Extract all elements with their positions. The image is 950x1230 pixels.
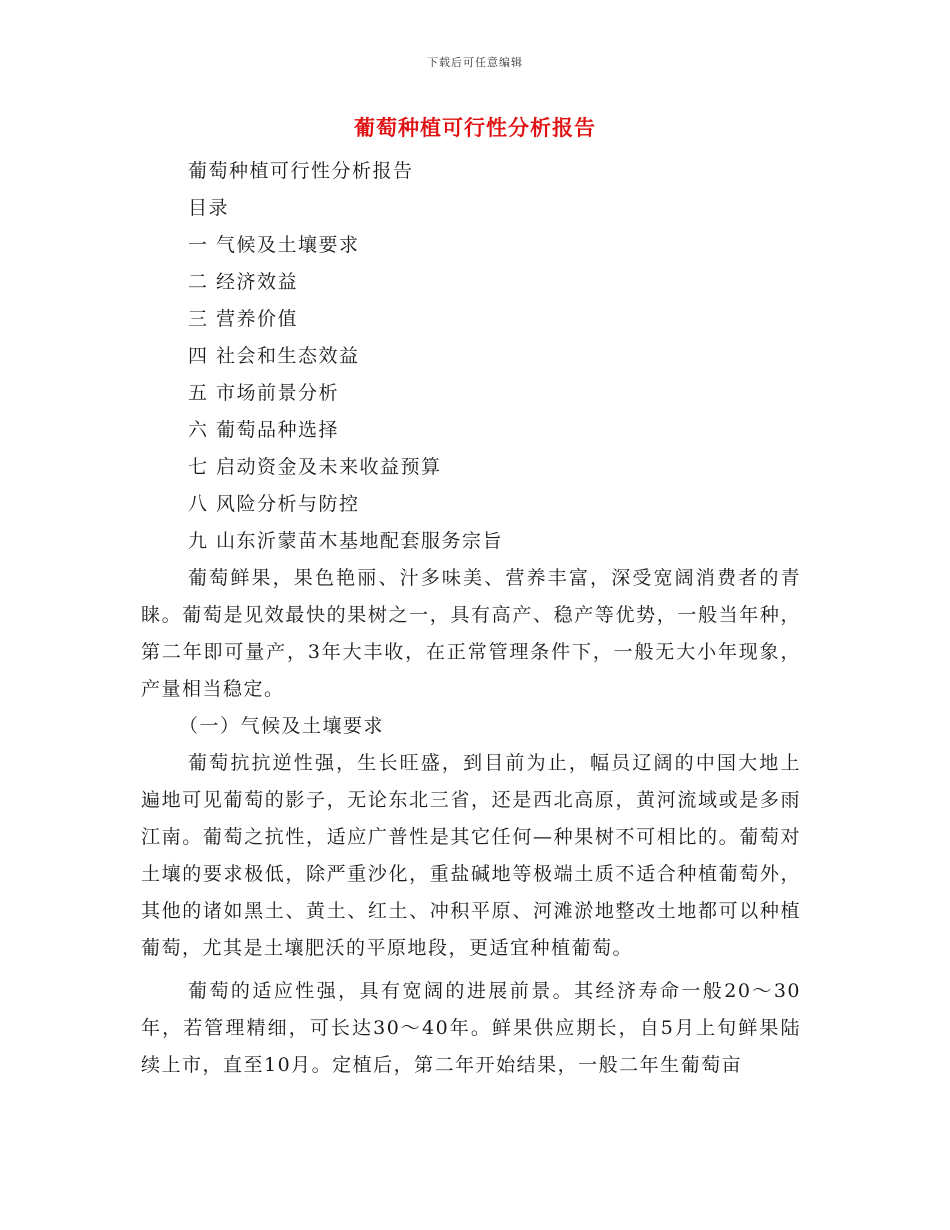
toc-item: 九 山东沂蒙苗木基地配套服务宗旨 (188, 530, 504, 552)
report-subtitle: 葡萄种植可行性分析报告 (188, 160, 414, 182)
toc-item: 五 市场前景分析 (188, 382, 340, 404)
toc-item: 三 营养价值 (188, 308, 299, 330)
document-title: 葡萄种植可行性分析报告 (354, 115, 596, 140)
header-note: 下载后可任意编辑 (427, 56, 523, 69)
toc-item: 二 经济效益 (188, 271, 299, 293)
toc-item: 八 风险分析与防控 (188, 493, 360, 515)
toc-item: 六 葡萄品种选择 (188, 419, 340, 441)
toc-label: 目录 (188, 197, 230, 219)
document-body (141, 153, 801, 1084)
toc-item: 四 社会和生态效益 (188, 345, 360, 367)
climate-paragraph: 葡萄抗抗逆性强，生长旺盛，到目前为止，幅员辽阔的中国大地上遍地可见葡萄的影子，无论东北三省，还是西北高原，黄河流域或是多雨江南。葡萄之抗性，适应广普性是其它任何—种果树不可相比的。葡萄对土壤的要求极低，除严重沙化，重盐碱地等极端土质不适合种植葡萄外，其他的诸如黑土、黄土、红土、冲积平原、河滩淤地整改土地都可以种植葡萄，尤其是土壤肥沃的平原地段，更适宜种植葡萄。 (141, 752, 801, 959)
intro-paragraph: 葡萄鲜果，果色艳丽、汁多味美、营养丰富，深受宽阔消费者的青睐。葡萄是见效最快的果树之一，具有高产、稳产等优势，一般当年种，第二年即可量产，3年大丰收，在正常管理条件下，一般无大小年现象，产量相当稳定。 (141, 567, 801, 700)
toc-item: 七 启动资金及未来收益预算 (188, 456, 442, 478)
toc-item: 一 气候及土壤要求 (188, 234, 360, 256)
adaptability-paragraph: 葡萄的适应性强，具有宽阔的进展前景。其经济寿命一般20～30年，若管理精细，可长达30～40年。鲜果供应期长，自5月上旬鲜果陆续上市，直至10月。定植后，第二年开始结果，一般二年生葡萄亩 (141, 980, 801, 1076)
section-heading: （一）气候及土壤要求 (179, 715, 385, 737)
